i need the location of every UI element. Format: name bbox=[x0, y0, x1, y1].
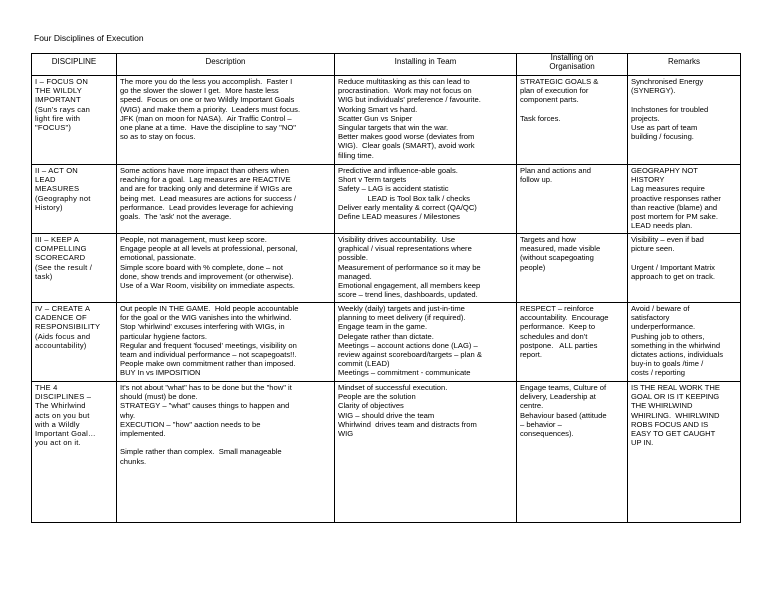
cell-line bbox=[631, 95, 737, 104]
cell-line bbox=[120, 438, 331, 447]
cell-line: HISTORY bbox=[631, 175, 665, 185]
cell-description bbox=[117, 234, 335, 303]
cell-line: History) bbox=[35, 202, 63, 212]
cell-line: BUY In vs IMPOSITION bbox=[120, 368, 201, 378]
cell-line: you act on it. bbox=[35, 438, 81, 448]
cell-line: RESPECT – reinforce bbox=[520, 304, 594, 313]
cell-line: Urgent / Important Matrix bbox=[631, 262, 715, 272]
header-installing-organisation: Installing on Organisation bbox=[517, 54, 628, 76]
cell-line: WIG). Clear goals (SMART), avoid work bbox=[338, 141, 475, 151]
cell-remarks bbox=[628, 303, 741, 382]
cell-line: STRATEGY – "what" causes things to happen and bbox=[120, 401, 290, 411]
cell-line: task) bbox=[35, 271, 53, 281]
cell-line: SCORECARD bbox=[35, 253, 86, 263]
cell-line: IV – CREATE A bbox=[35, 304, 91, 313]
cell-remarks bbox=[628, 382, 741, 523]
cell-line: "FOCUS") bbox=[35, 123, 72, 133]
cell-line: being met. Lead measures are actions for success / bbox=[120, 193, 297, 203]
cell-line: delivery, Leadership at bbox=[520, 392, 596, 402]
cell-line: WIG but individuals' preference / favourite. bbox=[338, 95, 481, 105]
cell-line: Mindset of successful execution. bbox=[338, 383, 448, 392]
cell-line: WIG bbox=[338, 429, 354, 439]
cell-line: The Whirlwind bbox=[35, 401, 86, 411]
cell-line: done, show trends and improvement (or otherwise). bbox=[120, 271, 294, 281]
cell-installing-team bbox=[335, 382, 517, 523]
cell-line: IMPORTANT bbox=[35, 95, 81, 105]
cell-line: Stop 'whirlwind' excuses interfering with WIGs, in bbox=[120, 322, 285, 332]
cell-line: post mortem for PM sake. bbox=[631, 212, 718, 222]
cell-line: people) bbox=[520, 262, 546, 272]
cell-line: Measurement of performance so it may be bbox=[338, 262, 481, 272]
cell-line: chunks. bbox=[120, 456, 147, 466]
cell-line: The more you do the less you accomplish. Faster I bbox=[120, 77, 293, 86]
cell-line: II – ACT ON bbox=[35, 166, 78, 175]
cell-line: projects. bbox=[631, 113, 660, 123]
cell-line: costs / reporting bbox=[631, 368, 686, 378]
cell-line: Reduce multitasking as this can lead to bbox=[338, 77, 470, 86]
header-row bbox=[32, 54, 741, 76]
header-remarks: Remarks bbox=[628, 54, 741, 76]
cell-line: EASY TO GET CAUGHT bbox=[631, 429, 716, 439]
cell-line: – behavior – bbox=[520, 419, 562, 429]
table-row bbox=[32, 165, 741, 234]
header-installing-team: Installing in Team bbox=[335, 54, 517, 76]
cell-discipline bbox=[32, 382, 117, 523]
cell-line: Working Smart vs hard. bbox=[338, 104, 418, 114]
cell-line: proactive responses rather bbox=[631, 193, 721, 203]
cell-line: Better makes good worse (deviates from bbox=[338, 132, 475, 142]
cell-line: accountability) bbox=[35, 340, 87, 350]
cell-line: building / focusing. bbox=[631, 132, 694, 142]
cell-line: Emotional engagement, all members keep bbox=[338, 281, 481, 291]
cell-line: RESPONSIBILITY bbox=[35, 322, 101, 332]
cell-line: Clarity of objectives bbox=[338, 401, 404, 411]
cell-line: Use of a War Room, visibility on immediate aspects. bbox=[120, 281, 295, 291]
cell-line: buy-in to goals /time / bbox=[631, 359, 704, 369]
cell-line: Pushing job to others, bbox=[631, 331, 705, 341]
cell-line: COMPELLING bbox=[35, 244, 87, 254]
cell-line: III – KEEP A bbox=[35, 235, 80, 244]
cell-discipline bbox=[32, 303, 117, 382]
cell-line: GEOGRAPHY NOT bbox=[631, 166, 698, 175]
cell-line: Targets and how bbox=[520, 235, 576, 244]
cell-line: Synchronised Energy bbox=[631, 77, 704, 86]
cell-line: Visibility drives accountability. Use bbox=[338, 235, 456, 244]
cell-line: CADENCE OF bbox=[35, 313, 87, 323]
cell-discipline bbox=[32, 165, 117, 234]
cell-line: Meetings – commitment - communicate bbox=[338, 368, 471, 378]
cell-line: so as to stay on focus. bbox=[120, 132, 196, 142]
cell-installing-team bbox=[335, 234, 517, 303]
cell-remarks bbox=[628, 234, 741, 303]
table-row bbox=[32, 382, 741, 523]
cell-line: Scatter Gun vs Sniper bbox=[338, 113, 413, 123]
cell-line: measured, made visible bbox=[520, 244, 601, 254]
cell-line: particular hygiene factors. bbox=[120, 331, 207, 341]
cell-line: approach to get on track. bbox=[631, 271, 716, 281]
cell-line: STRATEGIC GOALS & bbox=[520, 77, 599, 86]
cell-line: Singular targets that win the war. bbox=[338, 123, 449, 133]
cell-line: Use as part of team bbox=[631, 123, 698, 133]
disciplines-table bbox=[31, 53, 741, 523]
cell-line: goals. The 'ask' not the average. bbox=[120, 212, 232, 222]
cell-installing-organisation bbox=[517, 76, 628, 165]
cell-line: why. bbox=[120, 410, 136, 420]
cell-line: managed. bbox=[338, 271, 372, 281]
cell-line: LEAD needs plan. bbox=[631, 221, 693, 231]
cell-line: Engage teams, Culture of bbox=[520, 383, 607, 392]
cell-discipline bbox=[32, 76, 117, 165]
cell-installing-team bbox=[335, 76, 517, 165]
cell-line: commit (LEAD) bbox=[338, 359, 390, 369]
cell-line: for the goal or the WIG vanishes into the whirlwind. bbox=[120, 313, 292, 323]
cell-installing-organisation bbox=[517, 382, 628, 523]
cell-description bbox=[117, 76, 335, 165]
cell-line: performance. Lead provides leverage for achieving bbox=[120, 202, 294, 212]
cell-line: implemented. bbox=[120, 429, 166, 439]
cell-line: MEASURES bbox=[35, 184, 80, 194]
cell-line: UP IN. bbox=[631, 438, 654, 448]
cell-line: possible. bbox=[338, 253, 368, 263]
cell-installing-team bbox=[335, 165, 517, 234]
cell-line: Short v Term targets bbox=[338, 175, 407, 185]
cell-line: WIG – should drive the team bbox=[338, 410, 435, 420]
cell-line: Simple rather than complex. Small manageable bbox=[120, 447, 282, 457]
table-row bbox=[32, 76, 741, 165]
table-row bbox=[32, 303, 741, 382]
cell-line: Predictive and influence-able goals. bbox=[338, 166, 458, 175]
cell-line: follow up. bbox=[520, 175, 553, 185]
cell-line bbox=[631, 253, 737, 262]
cell-line: Meetings – account actions done (LAG) – bbox=[338, 340, 478, 350]
cell-description bbox=[117, 303, 335, 382]
cell-line: EXECUTION – "how" aaction needs to be bbox=[120, 419, 261, 429]
cell-line: component parts. bbox=[520, 95, 579, 105]
cell-line: go the slower the slower I get. More haste less bbox=[120, 86, 279, 96]
cell-line: Lag measures require bbox=[631, 184, 705, 194]
cell-line bbox=[520, 105, 624, 114]
cell-installing-organisation bbox=[517, 165, 628, 234]
cell-line: People make own commitment rather than imposed. bbox=[120, 359, 296, 369]
cell-line: filling time. bbox=[338, 150, 374, 160]
cell-line: speed. Focus on one or two Wildly Important Goals bbox=[120, 95, 295, 105]
cell-line: accountability. Encourage bbox=[520, 313, 609, 323]
cell-remarks bbox=[628, 76, 741, 165]
cell-line: JFK (man on moon for NASA). Air Traffic Control – bbox=[120, 113, 292, 123]
cell-line: dictates actions, individuals bbox=[631, 350, 724, 360]
cell-line: Inchstones for troubled bbox=[631, 104, 709, 114]
cell-line: (Geography not bbox=[35, 193, 91, 203]
cell-line: one plane at a time. Have the discipline to say "NO" bbox=[120, 123, 296, 133]
header-discipline: DISCIPLINE bbox=[32, 54, 117, 76]
cell-line: GOAL OR IS IT KEEPING bbox=[631, 392, 720, 402]
header-description: Description bbox=[117, 54, 335, 76]
cell-line: IS THE REAL WORK THE bbox=[631, 383, 720, 392]
cell-line: something in the whirlwind bbox=[631, 340, 721, 350]
cell-line: review against scoreboard/targets – plan & bbox=[338, 350, 482, 360]
cell-line: underperformance. bbox=[631, 322, 696, 332]
cell-installing-team bbox=[335, 303, 517, 382]
cell-line: Out people IN THE GAME. Hold people accountable bbox=[120, 304, 299, 313]
cell-line: (Sun's rays can bbox=[35, 104, 91, 114]
cell-line: (WIG) and make them a priority. Leaders must focus. bbox=[120, 104, 301, 114]
cell-line: Safety – LAG is accident statistic bbox=[338, 184, 449, 194]
cell-line: (SYNERGY). bbox=[631, 86, 676, 96]
cell-line: Some actions have more impact than others when bbox=[120, 166, 289, 175]
cell-line: performance. Keep to bbox=[520, 322, 596, 332]
cell-description bbox=[117, 165, 335, 234]
cell-line: should (must) be done. bbox=[120, 392, 198, 402]
cell-line: WHIRLING. WHIRLWIND bbox=[631, 410, 720, 420]
cell-line: consequences). bbox=[520, 429, 574, 439]
cell-line: Define LEAD measures / Milestones bbox=[338, 212, 460, 222]
cell-line: THE 4 bbox=[35, 383, 58, 392]
cell-line: ROBS FOCUS AND IS bbox=[631, 419, 709, 429]
cell-line: Engage team in the game. bbox=[338, 322, 428, 332]
table-body bbox=[32, 54, 741, 523]
cell-line: report. bbox=[520, 350, 542, 360]
cell-line: reaching for a goal. Lag measures are REACTIVE bbox=[120, 175, 291, 185]
cell-line: planning to meet delivery (if required). bbox=[338, 313, 466, 323]
cell-line: emotional, passionate. bbox=[120, 253, 196, 263]
cell-line: Simple score board with % complete, done – not bbox=[120, 262, 283, 272]
cell-line: LEAD bbox=[35, 175, 56, 185]
cell-line: Deliver early mentality & correct (QA/QC) bbox=[338, 202, 477, 212]
document-title: Four Disciplines of Execution bbox=[34, 33, 144, 43]
cell-line: DISCIPLINES – bbox=[35, 392, 92, 402]
cell-line: THE WILDLY bbox=[35, 86, 83, 96]
cell-line: People, not management, must keep score. bbox=[120, 235, 267, 244]
cell-line: team and individual performance – not scapegoats!!. bbox=[120, 350, 297, 360]
cell-line: Engage people at all levels at professional, personal, bbox=[120, 244, 298, 254]
cell-line: satisfactory bbox=[631, 313, 670, 323]
cell-line: (See the result / bbox=[35, 262, 93, 272]
cell-line: Plan and actions and bbox=[520, 166, 591, 175]
cell-line: schedules and don't bbox=[520, 331, 588, 341]
cell-line: and are for tracking only and determine if WIGs are bbox=[120, 184, 293, 194]
cell-installing-organisation bbox=[517, 234, 628, 303]
cell-line: centre. bbox=[520, 401, 544, 411]
cell-line: procrastination. Work may not focus on bbox=[338, 86, 472, 96]
cell-line: Visibility – even if bad bbox=[631, 235, 704, 244]
table-row bbox=[32, 234, 741, 303]
cell-line: Weekly (daily) targets and just-in-time bbox=[338, 304, 465, 313]
cell-line: Delegate rather than dictate. bbox=[338, 331, 434, 341]
cell-description bbox=[117, 382, 335, 523]
cell-line: Task forces. bbox=[520, 113, 561, 123]
cell-line: light fire with bbox=[35, 113, 81, 123]
cell-line: Important Goal… bbox=[35, 429, 96, 439]
cell-line: with a Wildly bbox=[35, 419, 80, 429]
cell-line: LEAD is Tool Box talk / checks bbox=[338, 193, 470, 203]
cell-remarks bbox=[628, 165, 741, 234]
cell-line: Whirlwind drives team and distracts from bbox=[338, 419, 477, 429]
cell-line: than reactive (blame) and bbox=[631, 202, 718, 212]
cell-line: I – FOCUS ON bbox=[35, 77, 89, 86]
cell-line: picture seen. bbox=[631, 244, 675, 254]
cell-discipline bbox=[32, 234, 117, 303]
cell-line: People are the solution bbox=[338, 392, 416, 402]
cell-line: (without scapegoating bbox=[520, 253, 594, 263]
cell-line: Behaviour based (attitude bbox=[520, 410, 607, 420]
cell-line: plan of execution for bbox=[520, 86, 589, 96]
cell-line: Avoid / beware of bbox=[631, 304, 690, 313]
cell-installing-organisation bbox=[517, 303, 628, 382]
cell-line: It's not about "what" has to be done but the "how" it bbox=[120, 383, 292, 392]
cell-line: Regular and frequent 'focused' meetings, visibility on bbox=[120, 340, 297, 350]
cell-line: acts on you but bbox=[35, 410, 90, 420]
cell-line: score – trend lines, dashboards, updated. bbox=[338, 290, 478, 300]
cell-line: (Aids focus and bbox=[35, 331, 91, 341]
cell-line: THE WHIRLWIND bbox=[631, 401, 693, 411]
cell-line: postpone. ALL parties bbox=[520, 340, 598, 350]
cell-line: graphical / visual representations where bbox=[338, 244, 472, 254]
